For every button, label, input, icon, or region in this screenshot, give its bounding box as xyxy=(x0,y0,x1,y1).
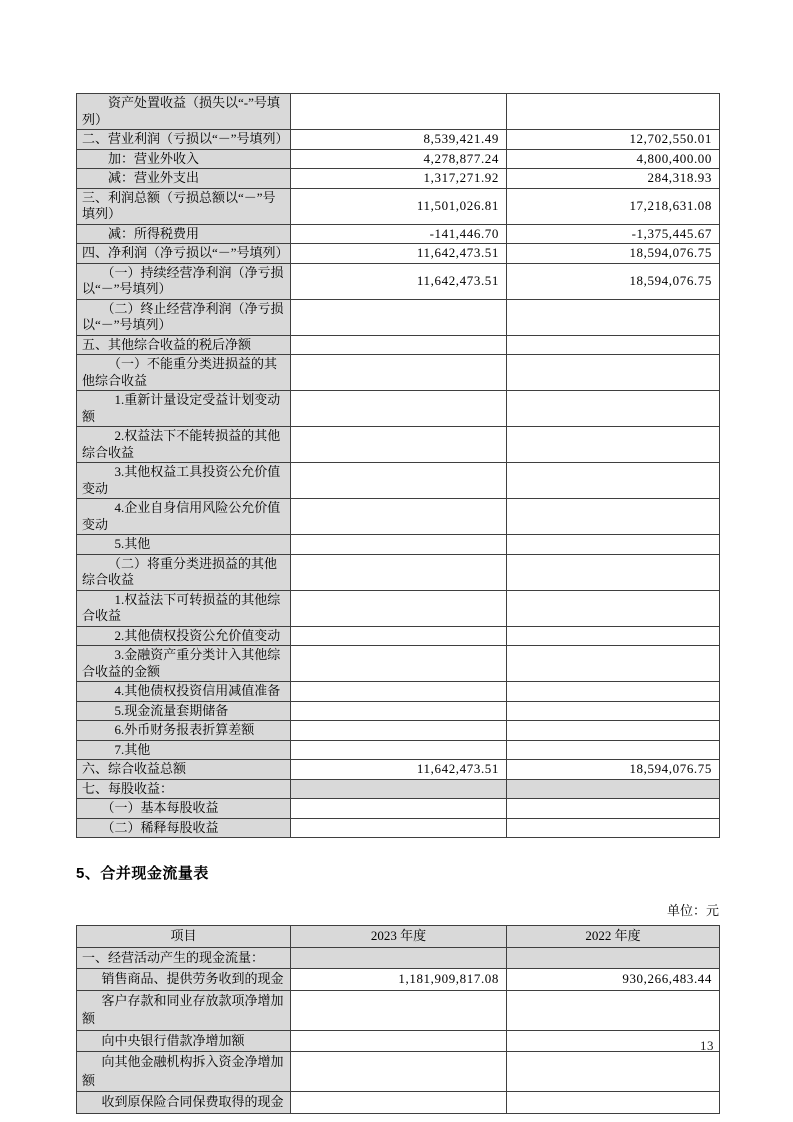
row-label: 五、其他综合收益的税后净额 xyxy=(77,335,291,355)
table-row xyxy=(77,149,720,169)
value-current-year: 11,642,473.51 xyxy=(291,760,507,780)
table-row xyxy=(77,590,720,626)
table-row xyxy=(77,554,720,590)
value-prior-year xyxy=(507,391,720,427)
value-current-year xyxy=(291,1092,507,1114)
row-label: 一、经营活动产生的现金流量： xyxy=(77,947,291,969)
row-label: 收到原保险合同保费取得的现金 xyxy=(77,1092,291,1114)
value-current-year xyxy=(291,94,507,130)
value-current-year xyxy=(291,799,507,819)
value-prior-year: 12,702,550.01 xyxy=(507,130,720,150)
table-row xyxy=(77,740,720,760)
value-prior-year xyxy=(507,355,720,391)
row-label: 4.企业自身信用风险公允价值变动 xyxy=(77,499,291,535)
table-row xyxy=(77,1092,720,1114)
value-prior-year: 284,318.93 xyxy=(507,169,720,189)
cash-flow-table xyxy=(76,925,720,1114)
header-2022-column: 2022 年度 xyxy=(507,926,720,948)
value-current-year xyxy=(291,1030,507,1052)
row-label: 1.权益法下可转损益的其他综合收益 xyxy=(77,590,291,626)
table-row xyxy=(77,299,720,335)
unit-label: 单位：元 xyxy=(666,903,719,918)
table-row xyxy=(77,1030,720,1052)
value-current-year xyxy=(291,990,507,1030)
row-label: 减：营业外支出 xyxy=(77,169,291,189)
income-statement-body xyxy=(77,94,720,838)
table-row xyxy=(77,391,720,427)
value-current-year xyxy=(291,779,507,799)
value-current-year: 11,642,473.51 xyxy=(291,244,507,264)
table-row xyxy=(77,427,720,463)
value-prior-year xyxy=(507,701,720,721)
row-label: 6.外币财务报表折算差额 xyxy=(77,721,291,741)
value-prior-year: 4,800,400.00 xyxy=(507,149,720,169)
value-current-year xyxy=(291,646,507,682)
value-prior-year: 930,266,483.44 xyxy=(507,969,720,991)
value-current-year xyxy=(291,1052,507,1092)
value-current-year: -141,446.70 xyxy=(291,224,507,244)
row-label: 1.重新计量设定受益计划变动额 xyxy=(77,391,291,427)
row-label: 三、利润总额（亏损总额以“－”号填列） xyxy=(77,188,291,224)
value-current-year: 1,317,271.92 xyxy=(291,169,507,189)
value-current-year xyxy=(291,427,507,463)
value-current-year xyxy=(291,590,507,626)
table-row xyxy=(77,818,720,838)
value-current-year xyxy=(291,682,507,702)
value-prior-year xyxy=(507,1052,720,1092)
value-current-year xyxy=(291,554,507,590)
table-row xyxy=(77,721,720,741)
table-row xyxy=(77,701,720,721)
row-label: 客户存款和同业存放款项净增加额 xyxy=(77,990,291,1030)
row-label: 向其他金融机构拆入资金净增加额 xyxy=(77,1052,291,1092)
value-prior-year: 18,594,076.75 xyxy=(507,760,720,780)
table-row xyxy=(77,947,720,969)
value-prior-year: 18,594,076.75 xyxy=(507,244,720,264)
value-prior-year xyxy=(507,1030,720,1052)
table-row xyxy=(77,244,720,264)
row-label: （二）稀释每股收益 xyxy=(77,818,291,838)
value-current-year xyxy=(291,701,507,721)
value-prior-year: -1,375,445.67 xyxy=(507,224,720,244)
row-label: 资产处置收益（损失以“-”号填列） xyxy=(77,94,291,130)
value-prior-year xyxy=(507,463,720,499)
row-label: 5.现金流量套期储备 xyxy=(77,701,291,721)
row-label: （二）终止经营净利润（净亏损以“－”号填列） xyxy=(77,299,291,335)
value-prior-year xyxy=(507,799,720,819)
value-current-year xyxy=(291,463,507,499)
table-row xyxy=(77,990,720,1030)
value-prior-year xyxy=(507,721,720,741)
table-row xyxy=(77,646,720,682)
table-row xyxy=(77,130,720,150)
value-current-year: 1,181,909,817.08 xyxy=(291,969,507,991)
value-current-year xyxy=(291,721,507,741)
value-prior-year xyxy=(507,554,720,590)
value-prior-year xyxy=(507,1092,720,1114)
value-prior-year xyxy=(507,335,720,355)
table-row xyxy=(77,463,720,499)
row-label: （二）将重分类进损益的其他综合收益 xyxy=(77,554,291,590)
table-row xyxy=(77,779,720,799)
row-label: 减：所得税费用 xyxy=(77,224,291,244)
value-current-year xyxy=(291,299,507,335)
row-label: 加：营业外收入 xyxy=(77,149,291,169)
table-row xyxy=(77,969,720,991)
table-row xyxy=(77,94,720,130)
table-row xyxy=(77,535,720,555)
table-row xyxy=(77,499,720,535)
value-prior-year xyxy=(507,818,720,838)
value-prior-year xyxy=(507,590,720,626)
value-prior-year xyxy=(507,779,720,799)
value-current-year xyxy=(291,391,507,427)
table-row xyxy=(77,799,720,819)
cash-flow-body xyxy=(77,947,720,1113)
row-label: 销售商品、提供劳务收到的现金 xyxy=(77,969,291,991)
table-row xyxy=(77,224,720,244)
table-row xyxy=(77,188,720,224)
value-prior-year xyxy=(507,646,720,682)
table-row xyxy=(77,263,720,299)
row-label: 2.权益法下不能转损益的其他综合收益 xyxy=(77,427,291,463)
header-item-column: 项目 xyxy=(77,926,291,948)
value-prior-year xyxy=(507,499,720,535)
table-row xyxy=(77,355,720,391)
row-label: 四、净利润（净亏损以“－”号填列） xyxy=(77,244,291,264)
value-current-year xyxy=(291,355,507,391)
table-row xyxy=(77,760,720,780)
value-prior-year: 17,218,631.08 xyxy=(507,188,720,224)
row-label: 六、综合收益总额 xyxy=(77,760,291,780)
value-prior-year xyxy=(507,427,720,463)
header-row xyxy=(77,926,720,948)
row-label: 5.其他 xyxy=(77,535,291,555)
value-current-year: 11,501,026.81 xyxy=(291,188,507,224)
value-prior-year xyxy=(507,682,720,702)
table-row xyxy=(77,626,720,646)
value-prior-year xyxy=(507,94,720,130)
value-prior-year xyxy=(507,740,720,760)
row-label: 7.其他 xyxy=(77,740,291,760)
value-prior-year xyxy=(507,947,720,969)
income-statement-table xyxy=(76,93,720,838)
table-row xyxy=(77,335,720,355)
cash-flow-header xyxy=(77,926,720,948)
value-current-year xyxy=(291,535,507,555)
value-current-year xyxy=(291,947,507,969)
value-prior-year xyxy=(507,535,720,555)
row-label: 二、营业利润（亏损以“－”号填列） xyxy=(77,130,291,150)
row-label: 七、每股收益： xyxy=(77,779,291,799)
value-current-year xyxy=(291,740,507,760)
header-2023-column: 2023 年度 xyxy=(291,926,507,948)
table-row xyxy=(77,682,720,702)
page-number: 13 xyxy=(700,1038,714,1053)
value-current-year xyxy=(291,626,507,646)
row-label: （一）不能重分类进损益的其他综合收益 xyxy=(77,355,291,391)
row-label: 3.金融资产重分类计入其他综合收益的金额 xyxy=(77,646,291,682)
value-current-year: 11,642,473.51 xyxy=(291,263,507,299)
value-prior-year: 18,594,076.75 xyxy=(507,263,720,299)
value-prior-year xyxy=(507,990,720,1030)
section-heading: 5、合并现金流量表 xyxy=(76,865,209,882)
value-current-year: 4,278,877.24 xyxy=(291,149,507,169)
value-current-year xyxy=(291,335,507,355)
page-content xyxy=(76,93,719,1114)
value-current-year: 8,539,421.49 xyxy=(291,130,507,150)
row-label: （一）持续经营净利润（净亏损以“－”号填列） xyxy=(77,263,291,299)
row-label: 2.其他债权投资公允价值变动 xyxy=(77,626,291,646)
row-label: 向中央银行借款净增加额 xyxy=(77,1030,291,1052)
row-label: 4.其他债权投资信用减值准备 xyxy=(77,682,291,702)
table-row xyxy=(77,169,720,189)
value-current-year xyxy=(291,818,507,838)
value-current-year xyxy=(291,499,507,535)
value-prior-year xyxy=(507,626,720,646)
row-label: （一）基本每股收益 xyxy=(77,799,291,819)
value-prior-year xyxy=(507,299,720,335)
table-row xyxy=(77,1052,720,1092)
row-label: 3.其他权益工具投资公允价值变动 xyxy=(77,463,291,499)
